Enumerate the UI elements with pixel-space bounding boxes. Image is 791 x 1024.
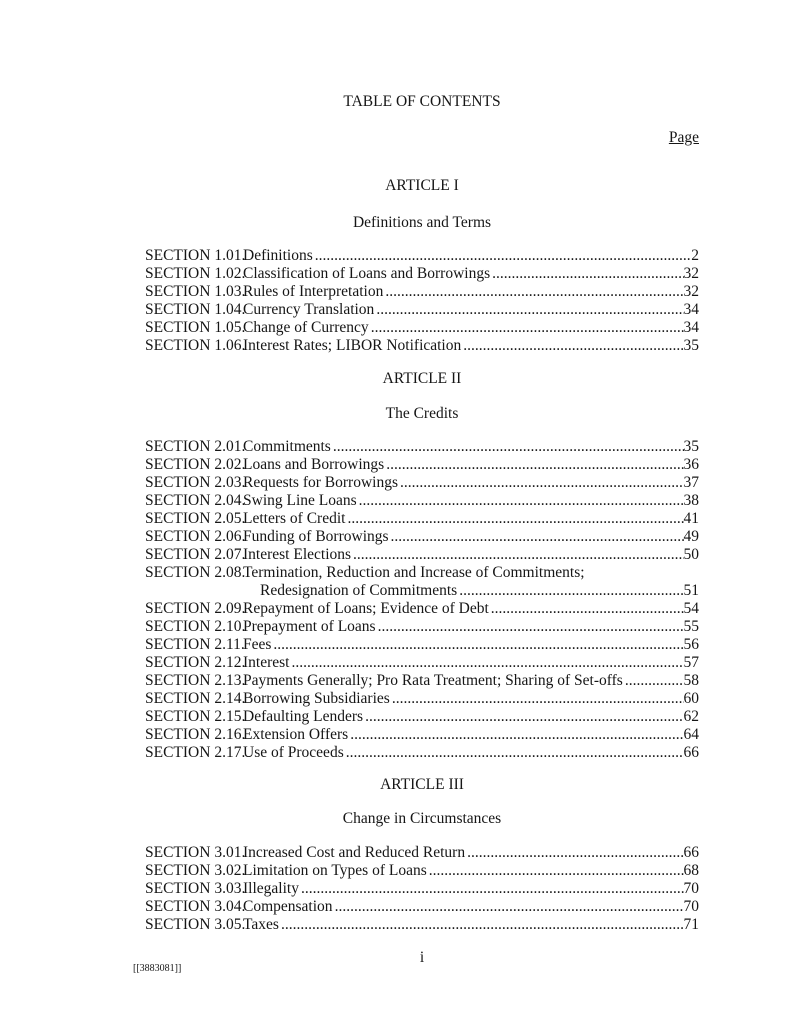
section-label: SECTION 2.01. — [145, 438, 246, 455]
toc-entry — [145, 654, 699, 672]
section-page-number: 58 — [683, 672, 699, 689]
section-page-number: 62 — [683, 708, 699, 725]
section-label: SECTION 3.05. — [145, 916, 246, 933]
section-title: Letters of Credit — [243, 510, 346, 527]
dot-leader — [345, 510, 683, 528]
section-page-number: 70 — [683, 898, 699, 915]
section-title: Swing Line Loans — [243, 492, 357, 509]
toc-entry — [145, 916, 699, 934]
dot-leader — [398, 474, 684, 492]
section-page-number: 60 — [683, 690, 699, 707]
dot-leader — [383, 283, 683, 301]
toc-title: TABLE OF CONTENTS — [343, 93, 501, 110]
section-title: Interest Elections — [243, 546, 352, 563]
section-page-number: 51 — [683, 582, 699, 599]
dot-leader — [331, 438, 684, 456]
dot-leader — [376, 618, 684, 636]
page-column-header-row — [145, 129, 699, 147]
toc-entry-continuation — [145, 582, 699, 600]
toc-entry — [145, 618, 699, 636]
section-title: Use of Proceeds — [243, 744, 344, 761]
section-title: Requests for Borrowings — [243, 474, 398, 491]
section-page-number: 56 — [683, 636, 699, 653]
dot-leader — [623, 672, 684, 690]
section-page-number: 71 — [683, 916, 699, 933]
section-page-number: 66 — [683, 844, 699, 861]
toc-entry — [145, 474, 699, 492]
section-title: Fees — [243, 636, 272, 653]
document-id: [[3883081]] — [133, 963, 182, 974]
section-title: Commitments — [243, 438, 331, 455]
section-label: SECTION 2.04. — [145, 492, 246, 509]
section-page-number: 64 — [683, 726, 699, 743]
section-title: Illegality — [243, 880, 299, 897]
article-2-heading: ARTICLE II — [382, 370, 462, 387]
section-label: SECTION 2.05. — [145, 510, 246, 527]
section-label: SECTION 3.02. — [145, 862, 246, 879]
section-title: Payments Generally; Pro Rata Treatment; Sharing of Set-offs — [243, 672, 623, 689]
toc-entry — [145, 636, 699, 654]
section-title: Defaulting Lenders — [243, 708, 364, 725]
toc-entry — [145, 690, 699, 708]
section-label: SECTION 2.09. — [145, 600, 246, 617]
dot-leader — [333, 898, 684, 916]
section-title: Currency Translation — [243, 301, 375, 318]
toc-entry — [145, 744, 699, 762]
toc-entry — [145, 492, 699, 510]
section-label: SECTION 1.04. — [145, 301, 246, 318]
section-label: SECTION 1.02. — [145, 265, 246, 282]
toc-entry — [145, 510, 699, 528]
toc-entry — [145, 528, 699, 546]
section-page-number: 70 — [683, 880, 699, 897]
toc-entry — [145, 301, 699, 319]
article-2-subtitle: The Credits — [385, 405, 459, 422]
article-3-subtitle: Change in Circumstances — [342, 810, 502, 827]
dot-leader — [344, 744, 684, 762]
section-label: SECTION 2.17. — [145, 744, 246, 761]
toc-entry — [145, 546, 699, 564]
dot-leader — [389, 528, 684, 546]
section-page-number: 50 — [683, 546, 699, 563]
section-label: SECTION 2.16. — [145, 726, 246, 743]
section-label: SECTION 3.04. — [145, 898, 246, 915]
article-2-entries — [145, 438, 699, 762]
toc-content — [145, 0, 699, 934]
section-page-number: 35 — [683, 438, 699, 455]
section-label: SECTION 2.06. — [145, 528, 246, 545]
section-page-number: 38 — [683, 492, 699, 509]
article-1-entries — [145, 247, 699, 355]
section-label: SECTION 2.02. — [145, 456, 246, 473]
section-page-number: 36 — [683, 456, 699, 473]
dot-leader — [279, 916, 684, 934]
section-label: SECTION 2.12. — [145, 654, 246, 671]
dot-leader — [465, 844, 683, 862]
section-label: SECTION 1.05. — [145, 319, 246, 336]
section-title: Extension Offers — [243, 726, 349, 743]
section-page-number: 66 — [683, 744, 699, 761]
section-title: Interest Rates; LIBOR Notification — [243, 337, 462, 354]
dot-leader — [427, 862, 684, 880]
dot-leader — [351, 546, 683, 564]
section-label: SECTION 2.11. — [145, 636, 245, 653]
toc-entry — [145, 726, 699, 744]
toc-entry — [145, 247, 699, 265]
toc-entry — [145, 708, 699, 726]
section-label: SECTION 2.14. — [145, 690, 246, 707]
section-title: Taxes — [243, 916, 279, 933]
section-label: SECTION 2.13. — [145, 672, 246, 689]
dot-leader — [289, 654, 683, 672]
toc-entry — [145, 880, 699, 898]
toc-entry — [145, 337, 699, 355]
toc-entry — [145, 564, 699, 582]
page-column-header: Page — [668, 129, 699, 146]
toc-entry — [145, 844, 699, 862]
dot-leader — [363, 708, 683, 726]
section-label: SECTION 3.01. — [145, 844, 246, 861]
toc-entry — [145, 600, 699, 618]
dot-leader — [271, 636, 683, 654]
toc-entry — [145, 862, 699, 880]
section-title: Classification of Loans and Borrowings — [243, 265, 491, 282]
section-label: SECTION 1.03. — [145, 283, 246, 300]
section-title: Increased Cost and Reduced Return — [243, 844, 466, 861]
dot-leader — [390, 690, 684, 708]
footer-page-number: i — [419, 949, 425, 966]
section-page-number: 55 — [683, 618, 699, 635]
dot-leader — [490, 265, 683, 283]
section-page-number: 41 — [683, 510, 699, 527]
section-page-number: 49 — [683, 528, 699, 545]
toc-entry — [145, 456, 699, 474]
section-title: Repayment of Loans; Evidence of Debt — [243, 600, 489, 617]
section-title: Interest — [243, 654, 290, 671]
section-label: SECTION 2.03. — [145, 474, 246, 491]
section-label: SECTION 3.03. — [145, 880, 246, 897]
section-page-number: 34 — [683, 319, 699, 336]
section-title: Borrowing Subsidiaries — [243, 690, 390, 707]
section-title: Prepayment of Loans — [243, 618, 376, 635]
toc-entry — [145, 898, 699, 916]
article-1-subtitle: Definitions and Terms — [352, 214, 492, 231]
section-title-line2: Redesignation of Commitments — [260, 582, 458, 599]
section-title: Compensation — [243, 898, 333, 915]
dot-leader — [357, 492, 684, 510]
article-1-heading: ARTICLE I — [385, 177, 459, 194]
dot-leader — [384, 456, 683, 474]
dot-leader — [348, 726, 683, 744]
section-label: SECTION 2.08. — [145, 564, 246, 581]
dot-leader — [313, 247, 692, 265]
section-page-number: 37 — [683, 474, 699, 491]
article-3-heading: ARTICLE III — [380, 776, 464, 793]
section-title: Definitions — [243, 247, 313, 264]
toc-entry — [145, 283, 699, 301]
article-3-entries — [145, 844, 699, 934]
section-page-number: 68 — [683, 862, 699, 879]
section-label: SECTION 2.15. — [145, 708, 246, 725]
dot-leader — [489, 600, 684, 618]
toc-entry — [145, 319, 699, 337]
section-title: Change of Currency — [243, 319, 369, 336]
section-title: Limitation on Types of Loans — [243, 862, 427, 879]
dot-leader — [461, 337, 683, 355]
dot-leader — [369, 319, 684, 337]
section-label: SECTION 2.07. — [145, 546, 246, 563]
dot-leader — [457, 582, 683, 600]
section-title: Funding of Borrowings — [243, 528, 389, 545]
section-title: Termination, Reduction and Increase of Commitments; — [243, 564, 585, 581]
section-page-number: 54 — [683, 600, 699, 617]
toc-entry — [145, 265, 699, 283]
section-label: SECTION 2.10. — [145, 618, 246, 635]
section-title: Loans and Borrowings — [243, 456, 385, 473]
section-label: SECTION 1.01. — [145, 247, 246, 264]
section-page-number: 32 — [683, 283, 699, 300]
section-title: Rules of Interpretation — [243, 283, 384, 300]
section-page-number: 32 — [683, 265, 699, 282]
dot-leader — [374, 301, 683, 319]
section-label: SECTION 1.06. — [145, 337, 246, 354]
section-page-number: 35 — [683, 337, 699, 354]
section-page-number: 2 — [691, 247, 699, 264]
section-page-number: 57 — [683, 654, 699, 671]
toc-entry — [145, 672, 699, 690]
toc-entry — [145, 438, 699, 456]
section-page-number: 34 — [683, 301, 699, 318]
dot-leader — [299, 880, 684, 898]
